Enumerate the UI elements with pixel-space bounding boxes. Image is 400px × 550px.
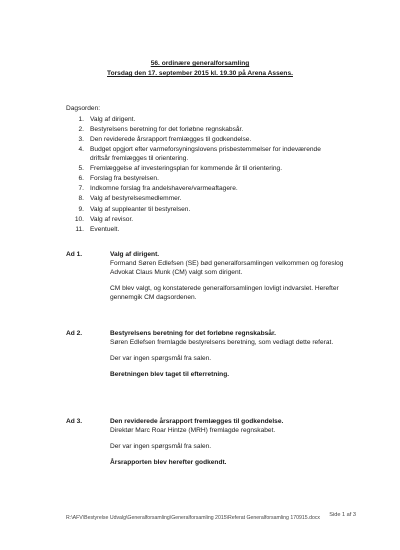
agenda-item: 5. Fremlæggelse af investeringsplan for kommende år til orientering. — [78, 165, 283, 173]
section-paragraph: Der var ingen spørgsmål fra salen. — [110, 442, 212, 450]
agenda-item: 4. Budget opgjort efter varmeforsyningslovens prisbestemmelser for indeværende driftsår fremlægges til orientering. — [78, 146, 321, 163]
section-ad2 — [110, 330, 350, 387]
section-ad3 — [110, 418, 350, 475]
meeting-date: Torsdag den 17. september 2015 kl. 19.30 på Arena Assens. — [107, 70, 293, 77]
page-number: Side 1 af 3 — [329, 512, 356, 518]
section-paragraph: Der var ingen spørgsmål fra salen. — [110, 354, 212, 362]
agenda-item: 11. Eventuelt. — [75, 225, 120, 233]
section-paragraph: Direktør Marc Roar Hintze (MRH) fremlagde regnskabet. — [110, 426, 276, 434]
section-paragraph: CM blev valgt, og konstaterede generalforsamlingen lovligt indvarslet. Herefter gennemgik CM dagsordenen. — [110, 284, 339, 301]
section-label: Ad 3. — [66, 418, 83, 425]
section-conclusion: Beretningen blev taget til efterretning. — [110, 370, 230, 378]
section-title: Den reviderede årsrapport fremlægges til godkendelse. — [110, 418, 284, 425]
agenda-item: 7. Indkomne forslag fra andelshavere/varmeaftagere. — [78, 185, 238, 193]
agenda-item: 3. Den reviderede årsrapport fremlægges til godkendelse. — [78, 136, 252, 144]
section-title: Bestyrelsens beretning for det forløbne regnskabsår. — [110, 330, 276, 337]
agenda-item: 2. Bestyrelsens beretning for det forløbne regnskabsår. — [78, 126, 244, 134]
agenda-heading: Dagsorden: — [66, 105, 101, 112]
meeting-title: 56. ordinære generalforsamling — [150, 60, 250, 67]
agenda-item: 9. Valg af suppleanter til bestyrelsen. — [78, 205, 191, 213]
section-ad1 — [110, 251, 350, 309]
agenda-item: 8. Valg af bestyrelsesmedlemmer. — [78, 195, 182, 203]
section-label: Ad 1. — [66, 251, 83, 258]
section-label: Ad 2. — [66, 330, 83, 337]
agenda-item: 10. Valg af revisor. — [74, 215, 134, 223]
agenda-item: 1. Valg af dirigent. — [78, 116, 136, 123]
section-conclusion: Årsrapporten blev herefter godkendt. — [110, 458, 227, 466]
file-path: R:\AFV\Bestyrelse Udvalg\Generalforsamling\Generalforsamling 2015\Referat Generalforsamling 170915.docx — [66, 515, 321, 521]
section-title: Valg af dirigent. — [110, 251, 160, 258]
agenda-list — [70, 116, 330, 236]
agenda-item: 6. Forslag fra bestyrelsen. — [78, 175, 159, 183]
section-paragraph: Formand Søren Edlefsen (SE) bød generalforsamlingen velkommen og foreslog Advokat Claus Munk (CM) valgt som dirigent. — [110, 259, 344, 276]
section-paragraph: Søren Edlefsen fremlagde bestyrelsens beretning, som vedlagt dette referat. — [110, 338, 334, 346]
